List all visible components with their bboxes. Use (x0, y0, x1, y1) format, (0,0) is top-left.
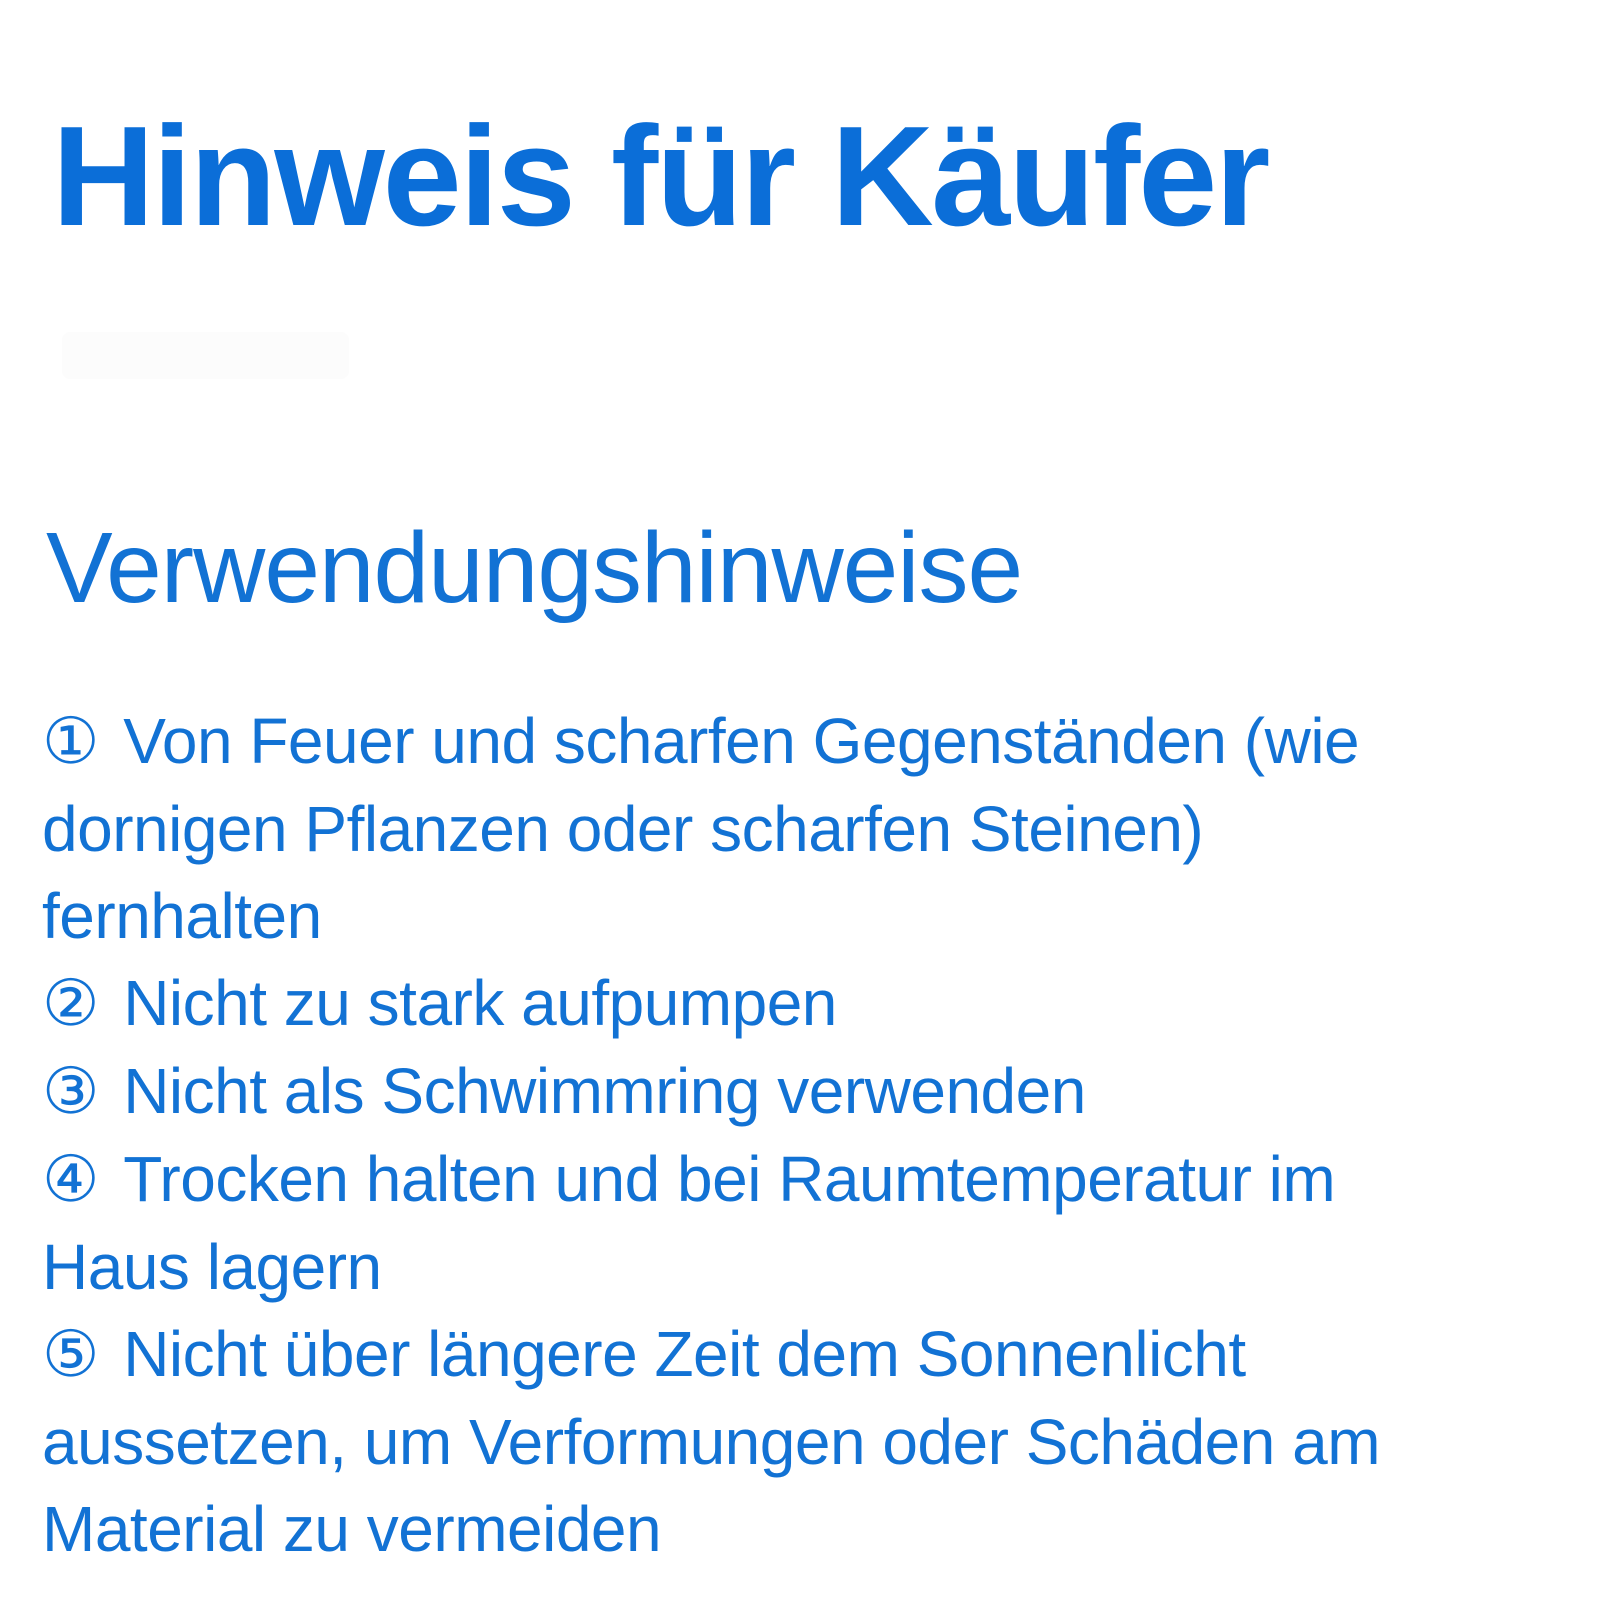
instruction-text-2: Nicht zu stark aufpumpen (123, 967, 837, 1039)
instruction-item-3 (42, 1048, 1492, 1136)
faded-placeholder-box (62, 332, 349, 379)
circled-number-2-icon: ② (42, 967, 99, 1041)
instruction-text-5: Nicht über längere Zeit dem Sonnenlicht aussetzen, um Verformungen oder Schäden am Material zu vermeiden (42, 1318, 1381, 1565)
instruction-text-3: Nicht als Schwimmring verwenden (123, 1055, 1086, 1127)
instruction-item-5 (42, 1311, 1492, 1573)
instruction-item-2 (42, 960, 1492, 1048)
instruction-text-4: Trocken halten und bei Raumtemperatur im Haus lagern (42, 1143, 1336, 1303)
circled-number-1-icon: ① (42, 705, 99, 779)
usage-instructions-heading: Verwendungshinweise (46, 512, 1023, 624)
page-title: Hinweis für Käufer (52, 97, 1269, 256)
instruction-item-4 (42, 1136, 1492, 1311)
instruction-list (42, 698, 1492, 1573)
instruction-item-1 (42, 698, 1492, 960)
circled-number-4-icon: ④ (42, 1143, 99, 1217)
circled-number-5-icon: ⑤ (42, 1318, 99, 1392)
instruction-text-1: Von Feuer und scharfen Gegenständen (wie dornigen Pflanzen oder scharfen Steinen) fernhalten (42, 705, 1360, 952)
circled-number-3-icon: ③ (42, 1055, 99, 1129)
